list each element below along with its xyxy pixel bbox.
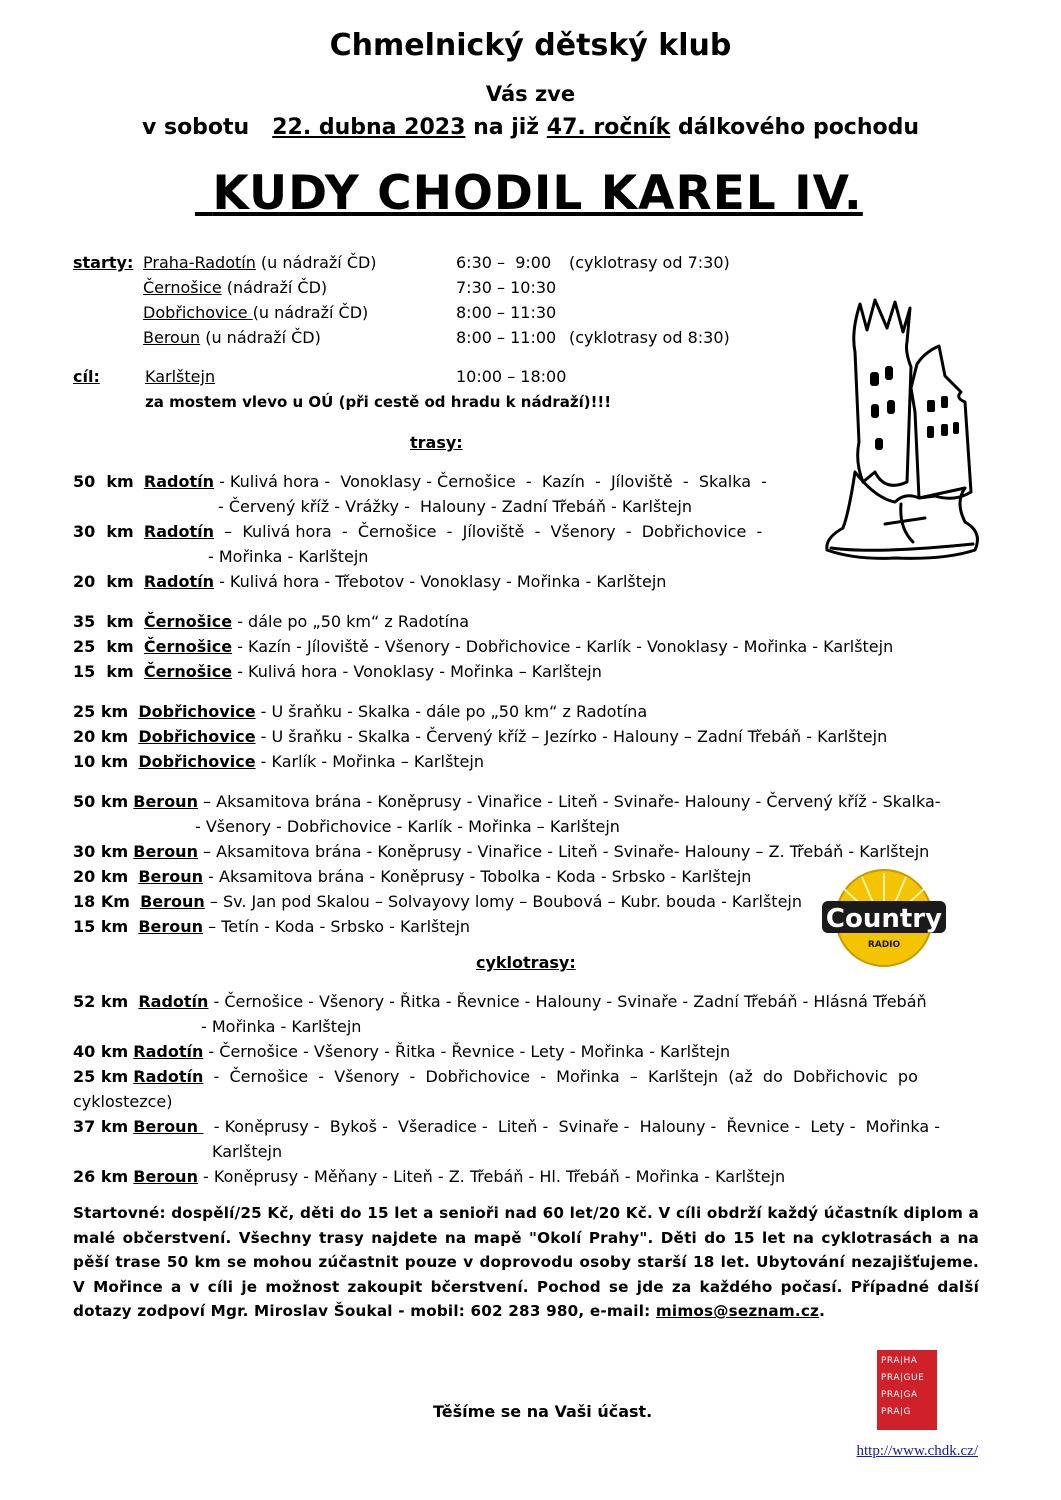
start-place-note: (nádraží ČD): [221, 278, 328, 297]
route-start: Beroun: [138, 917, 204, 936]
routes-heading: trasy:: [410, 433, 463, 452]
route-path: - U šraňku - Skalka - Červený kříž – Jezírko - Halouny – Zadní Třebáň - Karlštejn: [255, 727, 888, 746]
route-start: Černošice: [143, 662, 233, 681]
start-place-note: (u nádraží ČD): [200, 328, 321, 347]
start-place: [143, 278, 327, 297]
route-path-cont: - Mořinka - Karlštejn: [201, 1017, 362, 1036]
start-extra: (cyklotrasy od 7:30): [569, 253, 730, 272]
route-path-cont: cyklostezce): [73, 1092, 173, 1111]
route-start: Radotín: [143, 472, 214, 491]
route-row: [73, 792, 941, 811]
route-start: Radotín: [138, 992, 209, 1011]
route-distance: 25 km: [73, 702, 129, 721]
route-row: [73, 1117, 940, 1136]
finish-place: Karlštejn: [145, 367, 216, 386]
finish-time: 10:00 – 18:00: [456, 367, 567, 386]
route-distance: 25 km: [73, 637, 134, 656]
start-place: [143, 328, 321, 347]
route-path: - Kazín - Jíloviště - Všenory - Dobřichovice - Karlík - Vonoklasy - Mořinka - Karlštejn: [232, 637, 894, 656]
route-path: - dále po „50 km“ z Radotína: [232, 612, 470, 631]
route-start: Dobřichovice: [138, 702, 256, 721]
route-distance: 10 km: [73, 752, 129, 771]
route-path: – Aksamitova brána - Koněprusy - Vinařice - Liteň - Svinaře- Halouny – Z. Třebáň - Karlštejn: [197, 842, 930, 861]
website-url[interactable]: http://www.chdk.cz/: [856, 1443, 978, 1459]
route-row: [73, 637, 893, 656]
route-path: - Koněprusy - Bykoš - Všeradice - Liteň - Svinaře - Halouny - Řevnice - Lety - Mořinka -: [203, 1117, 941, 1136]
info-paragraph: [73, 1201, 979, 1324]
email-suffix: .: [819, 1302, 826, 1321]
route-row: [73, 992, 927, 1011]
route-distance: 15 km: [73, 917, 129, 936]
route-path: - Kulivá hora - Vonoklasy - Černošice - Kazín - Jíloviště - Skalka -: [213, 472, 767, 491]
route-start: Radotín: [143, 572, 214, 591]
route-distance: 50 km: [73, 472, 134, 491]
route-path: – Aksamitova brána - Koněprusy - Vinařice - Liteň - Svinaře- Halouny - Červený kříž - Skalka-: [197, 792, 941, 811]
date-mid: na již: [473, 115, 540, 140]
route-distance: 30 km: [73, 842, 129, 861]
start-place-note: (u nádraží ČD): [252, 303, 369, 322]
route-path-cont: Karlštejn: [212, 1142, 283, 1161]
country-logo-text: Country: [825, 904, 943, 934]
route-row: [73, 572, 666, 591]
route-distance: 20 km: [73, 572, 134, 591]
route-distance: 18 Km: [73, 892, 130, 911]
route-start: Beroun: [133, 1117, 204, 1136]
route-start: Beroun: [133, 842, 198, 861]
starts-label: starty:: [73, 253, 134, 272]
route-distance: 37 km: [73, 1117, 129, 1136]
date-suffix: dálkového pochodu: [677, 115, 920, 140]
event-title-text: KUDY CHODIL KAREL IV.: [212, 166, 863, 221]
route-distance: 50 km: [73, 792, 129, 811]
start-time: 8:00 – 11:00: [456, 328, 557, 347]
route-row: [73, 892, 802, 911]
route-path: - Koněprusy - Měňany - Liteň - Z. Třebáň - Hl. Třebáň - Mořinka - Karlštejn: [197, 1167, 786, 1186]
info-text: Startovné: dospělí/25 Kč, děti do 15 let a senioři nad 60 let/20 Kč. V cíli obdrží každý účastník diplom a malé občerstvení. Všechny trasy najdete na mapě "Okolí Prahy". Děti do 15 let na cyklotrasách a na pěší trase 50 km se mohou zúčastnit pouze v doprovodu osoby starší 18 let. Ubytování nezajišťujeme. V Mořince a v cíli je možnost zakoupit bčerstvení. Pochod se jde za každého počasí. Případné další dotazy zodpoví Mgr. Miroslav Šoukal - mobil: 602 283 980, e-mail:: [73, 1204, 979, 1321]
route-start: Beroun: [138, 867, 204, 886]
route-path: - Černošice - Všenory - Řitka - Řevnice - Halouny - Svinaře - Zadní Třebáň - Hlásná Třebáň: [208, 992, 927, 1011]
start-place: [143, 303, 368, 322]
route-distance: 20 km: [73, 727, 129, 746]
route-start: Dobřichovice: [138, 727, 256, 746]
route-row: [73, 1042, 730, 1061]
invite-text: Vás zve: [485, 82, 576, 106]
route-row: [73, 1167, 785, 1186]
route-row: [73, 842, 929, 861]
route-row: [73, 662, 602, 681]
castle-boot-illustration: [815, 292, 985, 564]
start-extra: (cyklotrasy od 8:30): [569, 328, 730, 347]
route-path: - Karlík - Mořinka – Karlštejn: [255, 752, 484, 771]
start-place-note: (u nádraží ČD): [255, 253, 377, 272]
route-row: [73, 702, 647, 721]
start-place-name: Praha-Radotín: [143, 253, 256, 272]
route-path: - Černošice - Všenory - Řitka - Řevnice - Lety - Mořinka - Karlštejn: [203, 1042, 731, 1061]
start-time: 8:00 – 11:30: [456, 303, 557, 322]
start-time: 7:30 – 10:30: [456, 278, 557, 297]
edition: 47. ročník: [546, 115, 671, 140]
route-distance: 30 km: [73, 522, 134, 541]
route-distance: 35 km: [73, 612, 134, 631]
closing-text: Těšíme se na Vaši účast.: [433, 1402, 653, 1421]
route-path-cont: - Všenory - Dobřichovice - Karlík - Mořinka – Karlštejn: [195, 817, 620, 836]
route-row: [73, 1067, 918, 1086]
route-row: [73, 917, 470, 936]
route-path: - Kulivá hora - Vonoklasy - Mořinka – Karlštejn: [232, 662, 602, 681]
praha-logo-line: PRA|HA: [881, 1356, 918, 1366]
route-path: - Černošice - Všenory - Dobřichovice - Mořinka – Karlštejn (až do Dobřichovic po: [203, 1067, 918, 1086]
route-distance: 26 km: [73, 1167, 129, 1186]
praha-logo: [877, 1350, 937, 1430]
website-link[interactable]: [856, 1440, 978, 1460]
route-distance: 25 km: [73, 1067, 129, 1086]
route-start: Beroun: [133, 1167, 198, 1186]
route-start: Černošice: [143, 612, 233, 631]
route-path: – Kulivá hora - Černošice - Jíloviště - Všenory - Dobřichovice -: [213, 522, 763, 541]
route-path: - Aksamitova brána - Koněprusy - Tobolka - Koda - Srbsko - Karlštejn: [203, 867, 752, 886]
finish-label: cíl:: [73, 367, 100, 386]
event-date: 22. dubna 2023: [272, 115, 466, 140]
route-path: – Sv. Jan pod Skalou – Solvayovy lomy – Boubová – Kubr. bouda - Karlštejn: [204, 892, 802, 911]
date-prefix: v sobotu: [141, 115, 250, 140]
route-row: [73, 752, 484, 771]
radio-logo-text: RADIO: [867, 940, 901, 950]
route-start: Černošice: [143, 637, 233, 656]
route-row: [73, 472, 767, 491]
route-row: [73, 522, 762, 541]
praha-logo-line: PRA|GA: [881, 1390, 918, 1400]
route-start: Beroun: [140, 892, 205, 911]
route-distance: 20 km: [73, 867, 129, 886]
route-path-cont: - Červený kříž - Vrážky - Halouny - Zadní Třebáň - Karlštejn: [218, 497, 692, 516]
route-start: Beroun: [133, 792, 198, 811]
start-time: 6:30 – 9:00: [456, 253, 552, 272]
route-start: Radotín: [143, 522, 214, 541]
route-path: – Tetín - Koda - Srbsko - Karlštejn: [203, 917, 471, 936]
route-path: - U šraňku - Skalka - dále po „50 km“ z Radotína: [255, 702, 648, 721]
start-place-name: Černošice: [143, 278, 222, 297]
date-line: [0, 115, 1061, 140]
route-start: Radotín: [133, 1042, 204, 1061]
cyclo-heading: cyklotrasy:: [476, 953, 576, 972]
start-place-name: Dobřichovice: [143, 303, 253, 322]
route-path: - Kulivá hora - Třebotov - Vonoklasy - Mořinka - Karlštejn: [213, 572, 667, 591]
start-place: [143, 253, 377, 272]
route-row: [73, 867, 751, 886]
route-path-cont: - Mořinka - Karlštejn: [208, 547, 369, 566]
club-title: Chmelnický dětský klub: [329, 28, 732, 63]
route-start: Radotín: [133, 1067, 204, 1086]
route-row: [73, 612, 469, 631]
event-title: [195, 166, 863, 221]
praha-logo-line: PRA|G: [881, 1407, 911, 1417]
route-start: Dobřichovice: [138, 752, 256, 771]
route-distance: 40 km: [73, 1042, 129, 1061]
start-place-name: Beroun: [143, 328, 201, 347]
route-row: [73, 727, 887, 746]
contact-email[interactable]: mimos@seznam.cz: [655, 1302, 820, 1321]
finish-note: za mostem vlevo u OÚ (při cestě od hradu k nádraží)!!!: [145, 393, 612, 411]
country-radio-logo: [822, 865, 946, 971]
praha-logo-line: PRA|GUE: [881, 1373, 925, 1383]
route-distance: 15 km: [73, 662, 134, 681]
route-distance: 52 km: [73, 992, 129, 1011]
